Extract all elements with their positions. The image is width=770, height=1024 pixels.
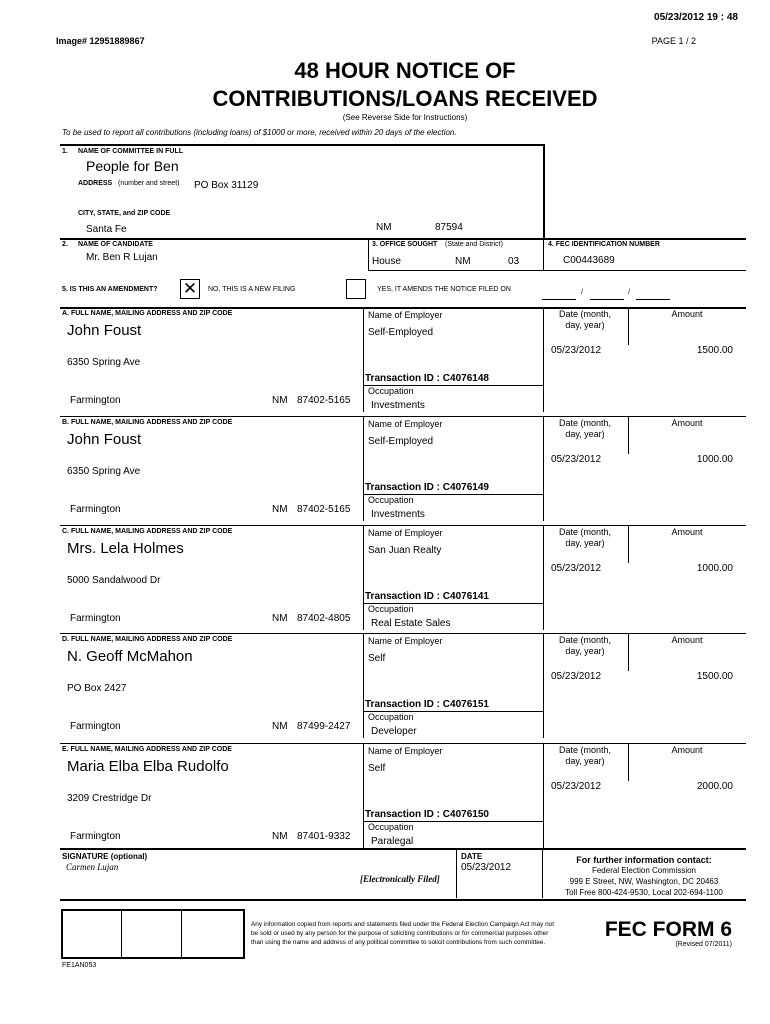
date-divider-left — [456, 848, 457, 898]
occupation-label: Occupation — [368, 495, 414, 505]
occupation-value: Paralegal — [371, 836, 414, 847]
amend-date-slash1: / — [581, 289, 583, 296]
contributor-state: NM — [272, 504, 288, 515]
contributor-city: Farmington — [70, 613, 121, 624]
occupation-value: Developer — [371, 726, 417, 737]
contributor-state: NM — [272, 395, 288, 406]
contributor-name: Maria Elba Elba Rudolfo — [67, 758, 229, 775]
contribution-amount: 2000.00 — [696, 781, 733, 792]
disclaimer-line2: be sold or used by any person for the purpose of soliciting contributions or for commercial purposes other — [251, 930, 549, 937]
occupation-value: Real Estate Sales — [371, 618, 451, 629]
signature-bottom-border — [60, 899, 746, 901]
contributor-state: NM — [272, 721, 288, 732]
contributor-zip: 87402-5165 — [297, 504, 351, 515]
contact-line1: Federal Election Commission — [591, 866, 697, 875]
date-label-2: day, year) — [565, 538, 605, 548]
amend-month-line — [542, 299, 576, 300]
amend-year-line — [636, 299, 670, 300]
occupation-label: Occupation — [368, 386, 414, 396]
date-label: Date (month, — [558, 309, 612, 319]
instructions-text: To be used to report all contributions (including loans) of $1000 or more, received within 20 days of the election. — [62, 128, 457, 137]
contributor-city: Farmington — [70, 504, 121, 515]
date-label: Date (month, — [558, 745, 612, 755]
contribution-date: 05/23/2012 — [551, 345, 602, 356]
employer-divider — [363, 633, 364, 738]
office-state: NM — [455, 256, 471, 267]
form-title-line2: CONTRIBUTIONS/LOANS RECEIVED — [212, 86, 598, 111]
contribution-date: 05/23/2012 — [551, 671, 602, 682]
office-sought: House — [372, 256, 401, 267]
contribution-date: 05/23/2012 — [551, 563, 602, 574]
amend-day-line — [590, 299, 624, 300]
entry-name-label: E. FULL NAME, MAILING ADDRESS AND ZIP CODE — [62, 746, 232, 753]
employer-divider — [363, 525, 364, 630]
entry-name-label: B. FULL NAME, MAILING ADDRESS AND ZIP CODE — [62, 419, 233, 426]
date-label: Date (month, — [558, 418, 612, 428]
contributor-state: NM — [272, 613, 288, 624]
datetime-stamp: 05/23/2012 19 : 48 — [654, 12, 738, 23]
employer-name: Self-Employed — [368, 436, 434, 447]
contribution-date: 05/23/2012 — [551, 454, 602, 465]
candidate-name-label: NAME OF CANDIDATE — [78, 241, 153, 248]
transaction-id: Transaction ID : C4076149 — [365, 482, 489, 493]
committee-top-border — [60, 144, 544, 146]
date-label: Date (month, — [558, 527, 612, 537]
contributor-city: Farmington — [70, 831, 121, 842]
transaction-id: Transaction ID : C4076151 — [365, 699, 489, 710]
signature-label: SIGNATURE (optional) — [62, 852, 148, 861]
employer-name: San Juan Realty — [368, 545, 442, 556]
amount-label: Amount — [671, 309, 703, 319]
date-label-2: day, year) — [565, 756, 605, 766]
committee-right-border — [543, 144, 545, 240]
contribution-date: 05/23/2012 — [551, 781, 602, 792]
form-revised: (Revised 07/2011) — [675, 941, 732, 948]
office-divider — [368, 238, 369, 270]
disclaimer-line1: Any information copied from reports and statements filed under the Federal Election Campaign Act may not — [251, 921, 555, 928]
entry-name-label: D. FULL NAME, MAILING ADDRESS AND ZIP CODE — [62, 636, 233, 643]
date-label: Date (month, — [558, 635, 612, 645]
occupation-label: Occupation — [368, 822, 414, 832]
contributor-name: John Foust — [67, 431, 142, 448]
contributor-zip: 87402-5165 — [297, 395, 351, 406]
candidate-bottom-border — [368, 270, 746, 271]
employer-label: Name of Employer — [368, 310, 443, 320]
image-number: Image# 12951889867 — [56, 36, 145, 46]
form-title-line1: 48 HOUR NOTICE OF — [294, 58, 516, 83]
date-label-2: day, year) — [565, 429, 605, 439]
entry-top-border — [60, 525, 746, 526]
amends-checkbox[interactable] — [346, 279, 366, 299]
address-sublabel: (number and street) — [118, 180, 180, 187]
contributor-street: PO Box 2427 — [67, 683, 127, 694]
signer-name: Carmen Lujan — [66, 862, 119, 872]
employer-label: Name of Employer — [368, 746, 443, 756]
occupation-value: Investments — [371, 509, 425, 520]
employer-divider — [363, 743, 364, 848]
office-use-div2 — [181, 909, 182, 958]
electronically-filed: [Electronically Filed] — [360, 874, 440, 884]
contributor-street: 6350 Spring Ave — [67, 466, 141, 477]
office-use-box — [61, 909, 245, 959]
committee-name-label: NAME OF COMMITTEE IN FULL — [78, 148, 183, 155]
contributor-street: 6350 Spring Ave — [67, 357, 141, 368]
employer-label: Name of Employer — [368, 636, 443, 646]
contact-title: For further information contact: — [576, 855, 712, 865]
contribution-amount: 1500.00 — [696, 345, 733, 356]
form-code: FE1AN053 — [62, 962, 97, 969]
transaction-id: Transaction ID : C4076141 — [365, 591, 489, 602]
form-name: FEC FORM 6 — [604, 918, 732, 941]
employer-divider — [363, 416, 364, 521]
new-filing-label: NO, THIS IS A NEW FILING — [208, 286, 296, 293]
committee-city: Santa Fe — [86, 224, 127, 235]
employer-divider — [363, 307, 364, 412]
signature-date: 05/23/2012 — [461, 862, 512, 873]
see-reverse-note: (See Reverse Side for Instructions) — [342, 113, 468, 122]
contributor-city: Farmington — [70, 395, 121, 406]
entry-top-border — [60, 416, 746, 417]
amendment-label: 5. IS THIS AN AMENDMENT? — [62, 286, 158, 293]
contributor-zip: 87402-4805 — [297, 613, 351, 624]
fec-id-divider — [543, 238, 544, 270]
committee-zip: 87594 — [435, 222, 463, 233]
employer-label: Name of Employer — [368, 419, 443, 429]
office-district: 03 — [508, 256, 520, 267]
occupation-label: Occupation — [368, 604, 414, 614]
contributor-zip: 87499-2427 — [297, 721, 351, 732]
contributor-name: N. Geoff McMahon — [67, 648, 193, 665]
address-label: ADDRESS — [78, 180, 113, 187]
office-sought-sublabel: (State and District) — [445, 241, 503, 248]
contribution-amount: 1000.00 — [696, 454, 733, 465]
entry-name-label: A. FULL NAME, MAILING ADDRESS AND ZIP CODE — [62, 310, 233, 317]
fec-id-label: 4. FEC IDENTIFICATION NUMBER — [548, 241, 660, 248]
entry-name-label: C. FULL NAME, MAILING ADDRESS AND ZIP CODE — [62, 528, 233, 535]
page-number: PAGE 1 / 2 — [651, 36, 696, 46]
amends-label: YES, IT AMENDS THE NOTICE FILED ON — [377, 286, 511, 293]
transaction-id: Transaction ID : C4076148 — [365, 373, 489, 384]
contribution-amount: 1500.00 — [696, 671, 733, 682]
amount-label: Amount — [671, 745, 703, 755]
contact-line2: 999 E Street, NW, Washington, DC 20463 — [569, 877, 719, 886]
date-label-2: day, year) — [565, 646, 605, 656]
candidate-top-border — [60, 238, 746, 240]
contribution-amount: 1000.00 — [696, 563, 733, 574]
office-use-div1 — [121, 909, 122, 958]
transaction-id: Transaction ID : C4076150 — [365, 809, 489, 820]
entry-top-border — [60, 743, 746, 744]
entry-top-border — [60, 633, 746, 634]
amount-label: Amount — [671, 418, 703, 428]
employer-name: Self — [368, 653, 386, 664]
contributor-zip: 87401-9332 — [297, 831, 351, 842]
amend-date-slash2: / — [628, 289, 630, 296]
employer-name: Self — [368, 763, 386, 774]
new-filing-checkbox[interactable]: ✕ — [180, 279, 200, 299]
contributor-street: 3209 Crestridge Dr — [67, 793, 152, 804]
contributor-name: Mrs. Lela Holmes — [67, 540, 184, 557]
city-state-zip-label: CITY, STATE, and ZIP CODE — [78, 210, 171, 217]
committee-name: People for Ben — [86, 158, 179, 174]
date-label-2: day, year) — [565, 320, 605, 330]
contributor-street: 5000 Sandalwood Dr — [67, 575, 161, 586]
contributor-state: NM — [272, 831, 288, 842]
occupation-value: Investments — [371, 400, 425, 411]
occupation-label: Occupation — [368, 712, 414, 722]
committee-state: NM — [376, 222, 392, 233]
amount-label: Amount — [671, 635, 703, 645]
contact-line3: Toll Free 800-424-9530, Local 202-694-1100 — [565, 888, 723, 897]
employer-label: Name of Employer — [368, 528, 443, 538]
fec-id-number: C00443689 — [563, 255, 615, 266]
disclaimer-line3: than using the name and address of any political committee to solicit contributions from such committee. — [251, 939, 546, 946]
contributor-city: Farmington — [70, 721, 121, 732]
candidate-name: Mr. Ben R Lujan — [86, 252, 158, 263]
employer-name: Self-Employed — [368, 327, 434, 338]
signature-top-border — [60, 848, 746, 850]
signature-date-label: DATE — [461, 852, 483, 861]
amount-label: Amount — [671, 527, 703, 537]
committee-num: 1. — [62, 148, 68, 155]
committee-address: PO Box 31129 — [194, 180, 259, 191]
candidate-num: 2. — [62, 241, 68, 248]
office-sought-label: 3. OFFICE SOUGHT — [372, 241, 438, 248]
contributor-name: John Foust — [67, 322, 142, 339]
